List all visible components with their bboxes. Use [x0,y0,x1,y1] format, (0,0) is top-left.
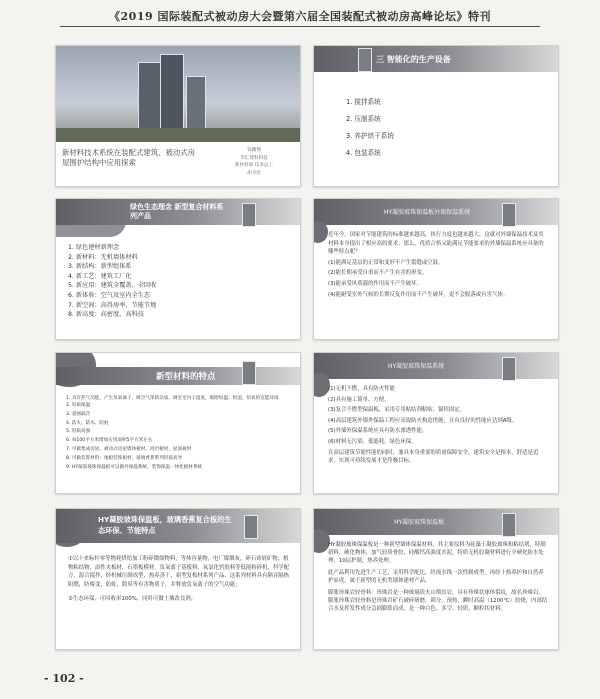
building-icon [242,361,256,385]
list-item: 4. 防火、防水、防蛀 [66,420,109,426]
paragraph: (3)能承受风荷载的作用而不产生破坏。 [328,280,422,287]
meta-line: 华汇建科科技 [240,155,268,161]
slide-7 [55,508,301,650]
paragraph: (5)外墙外保温系统应具有防水渗透性能。 [328,428,428,435]
list-item: 7. 新空间：高得房率、节能节地 [68,301,157,309]
list-item: 9. HY凝胶玻珠保温板可以做外保温系统，装饰保温一体化板材系统 [66,464,203,470]
slide-3-list [68,243,156,320]
building-photo [56,46,300,142]
slide-5 [55,352,301,494]
list-item: 1. 搅拌系统 [346,98,381,106]
list-item: 2. 新材料：无机墙体材料 [68,253,138,261]
list-item: 5. 新应用：建筑全覆盖、全回收 [68,282,157,290]
slide-3-title: 绿色生态理念 新型复合材料系列产品 [130,203,224,220]
slide-1-meta [212,147,296,177]
paragraph: ①以十来标杆零等物耗烘焙加工粉碎微细物料，等体容量物，电厂煤烟灰，碎石膏屑矿物，植物粘结物，添性夹板材，石墨板模材，负氧离子基板料，氧氯化钙胶料等低能粉碎机，科学配方，混合搅拌，经机械压制成型，热养蒸干，新型复板材系列产品，这系列材料具有隔音隔热阻燃，防霉变，防蛀，除臭等有害物质子，并释放负氧离子的空气功能； [68,556,290,588]
slide-2-list [346,94,394,162]
building-icon [358,48,372,72]
slide-5-list [66,395,292,472]
trees [56,128,300,142]
list-item: 4. 包装系统 [346,149,381,157]
list-item: 1. 具有热气功能，产生负氧离子，吸空气净新杂质，调室室内干湿度，吸附恒温、恒湿，恒氧的室能环境 [66,396,279,401]
slide-6 [313,352,559,494]
paragraph: (4)高层建筑外墙外保温工程应采取防火构造措施，且有良好的性能应达到A级。 [328,417,518,424]
slide-8-body [328,541,548,615]
building-icon [502,203,516,227]
slide-4-title: HY凝胶玻珠保温板外墙保温系统 [384,209,471,216]
corner-blob [313,221,328,243]
meta-line: 新材料部 技术总工 [234,163,274,169]
list-item: 3. 养护烘干系统 [346,132,394,140]
slide-8 [313,508,559,650]
building-icon [502,357,516,381]
paragraph: (6)材料无污染，低能耗，绿色环保。 [328,438,417,445]
paragraph: (1)无机不燃，具有防火性能 [328,386,395,392]
paragraph: (2)能长期承受自重而不产生有害的形变。 [328,270,428,277]
paragraph: 近年今，国家对节能建筑的标准越来越高，执行力度也越来越大，这就对外墙保温技术及其材料本身提出了相应高的要求。那么，优质合格又能满足节能要求的外墙保温系统应具备的哪些特点呢？ [328,232,544,256]
paragraph: HY凝胶玻珠保温板是一种新型墙体保温材料，其主要原料为硅藻土凝胶玻珠和粘结剂，特制新料，硬化物体，加气轻质骨胶，硅酸钙高强度水泥，特质无机胶凝材料进行全硬化防水处理，10层护制，热养处理。 [328,542,546,564]
list-item: 8. 可做装饰材料：地板装饰板材，玻璃香蕉系列轻质高导 [66,455,183,461]
list-item: 2. 轻质保温 [66,403,91,408]
list-item: 3. 超强隔音 [66,411,91,417]
list-item: 2. 压制系统 [346,115,381,123]
slide-3 [55,198,301,340]
slide-4 [313,198,559,340]
page-header: 《2019 国际装配式被动房大会暨第六届全国装配式被动房高峰论坛》特刊 [109,10,491,23]
slide-2 [313,45,559,187]
paragraph: 此产品利用先进生产工艺，采用科学配比，经流水线一次性制成型，再经十热养护和自然养护而成，属于新型的无机类墙体建材产品。 [328,570,544,584]
tower-1 [138,62,162,136]
paragraph: 膨胀珍珠岩轻骨料：珍珠岩是一种玻璃质火山喷出岩，具有珍珠状球体裂纹，故名珍珠岩，膨胀珍珠岩轻骨料是珍珠岩矿石破碎研磨，筛分，预热，瞬时高温（1200℃）焙烧，内部结合水及挥发性成分急剧膨胀而成，是一种白色、多空、轻质、颗粒状材料。 [328,590,548,612]
list-item: 6. 每100平方米增加实用面积5平方米左右 [66,438,153,444]
meta-line: 钱鹏翔 [247,148,261,153]
paragraph: (4)能耐受室外气候的长期反复作用而不产生破坏，更不会脱落或有害气体。 [328,291,509,298]
slide-5-title: 新型材料的特点 [156,372,216,382]
slide-2-title: 三 智能化的生产设备 [376,55,451,64]
slide-7-title: HY凝胶玻珠保温板，玻璃香蕉复合板的生态环保、节能特点 [98,515,232,535]
slide-6-title: HY凝胶玻珠保温系统 [388,363,445,370]
list-item: 8. 新高度：高密度、高科技 [68,311,144,319]
list-item: 1. 绿色建材新理念 [68,244,120,251]
paragraph: (3)复合不燃型保温板，采用专用粘结剂粘贴，锚栓固定。 [328,407,466,414]
header-rule [60,26,540,27]
slide-1-title: 新材料技术系统在装配式建筑、被动式房屋围护结构中应用探索 [62,148,196,167]
list-item: 7. 可做集成房屋、被动式房屋墙体板材，高层板材，屋面板材 [66,446,192,452]
slide-7-body [68,555,290,606]
slide-1 [55,45,301,187]
tower-3 [186,76,206,136]
paragraph: 在高层建筑节能性能的同时，兼具本身重要的质量保障安全，建筑安全是根本，舒适是追求，实现可持续发展才是终极目标。 [328,449,539,465]
list-item: 4. 新工艺：建筑工厂化 [68,272,132,280]
slide-8-title: HY凝胶玻珠保温板 [394,519,445,526]
paragraph: (1)能满足基层的正常和变形不产生裂缝或空鼓。 [328,259,444,266]
list-item: 6. 新体验：空气及室内全生态 [68,291,151,299]
paragraph: (2)具有施工简单、方便。 [328,396,390,403]
building-icon [244,515,258,539]
list-item: 5. 轻质高强 [66,429,91,435]
paragraph: ②生态环保，可回收率100%，同时可做土壤改良剂； [68,596,197,603]
page-number: - 102 - [44,672,84,685]
tower-2 [160,54,184,136]
list-item: 3. 新结构：新型组体系 [68,263,132,271]
slide-4-body [328,231,548,301]
building-icon [242,203,256,227]
meta-line: 胡圣民 [247,170,261,176]
building-icon [502,513,516,537]
slide-6-body [328,385,548,468]
